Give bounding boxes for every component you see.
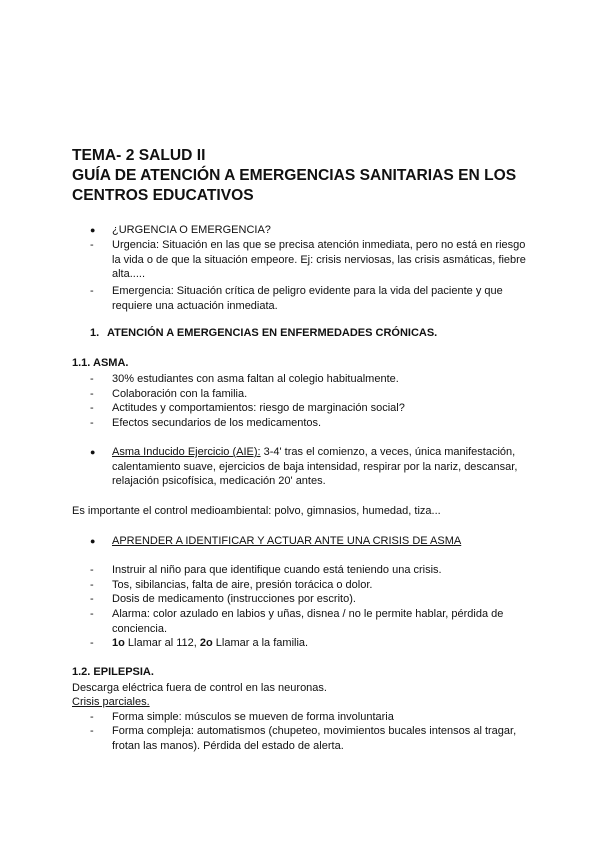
dash-marker: - (90, 417, 94, 429)
dash-marker: - (90, 285, 94, 297)
text-line: Urgencia: Situación en las que se precisa atención inmediata, pero no está en riesgo (112, 239, 526, 251)
dash-marker: - (90, 637, 94, 649)
dash-marker: - (90, 711, 94, 723)
text-span: Llamar a la familia. (212, 637, 309, 649)
dash-marker: - (90, 373, 94, 385)
alarma-text (112, 607, 530, 636)
text-line: frotan las manos). Pérdida del estado de alerta. (112, 739, 344, 752)
text-line: calentamiento suave, ejercicios de baja intensidad, respirar por la nariz, descansar, (112, 460, 518, 473)
environment-note: Es importante el control medioambiental: polvo, gimnasios, humedad, tiza... (72, 505, 441, 517)
list-item-text: Actitudes y comportamientos: riesgo de marginación social? (112, 402, 405, 414)
dash-marker: - (90, 579, 94, 591)
text-span: 3-4' tras el comienzo, a veces, única manifestación, (260, 446, 516, 458)
text-line: Emergencia: Situación crítica de peligro evidente para la vida del paciente y que (112, 285, 503, 297)
text-line (112, 445, 530, 460)
section-number: 1. (90, 327, 100, 339)
dash-marker: - (90, 388, 94, 400)
list-item-text: Forma simple: músculos se mueven de forma involuntaria (112, 711, 394, 723)
subsection-heading-epilepsia: 1.2. EPILEPSIA. (72, 666, 154, 678)
call-instructions (112, 636, 530, 651)
list-item-text: Instruir al niño para que identifique cuando está teniendo una crisis. (112, 564, 442, 576)
dash-marker: - (90, 593, 94, 605)
dash-marker: - (90, 564, 94, 576)
bullet-marker: ● (90, 536, 96, 546)
crisis-parciales-label: Crisis parciales. (72, 696, 150, 708)
aie-paragraph (112, 445, 530, 489)
emergencia-definition (112, 284, 530, 313)
dash-marker: - (90, 725, 94, 737)
step-2-label: 2o (199, 637, 213, 649)
list-item-text: 30% estudiantes con asma faltan al colegio habitualmente. (112, 373, 399, 385)
bullet-marker: ● (90, 225, 96, 235)
document-title (72, 146, 532, 206)
title-line-1: TEMA- 2 SALUD II (72, 147, 206, 164)
dash-marker: - (90, 239, 94, 251)
aie-link[interactable]: Asma Inducido Ejercicio (AIE): (112, 446, 261, 458)
text-line: Alarma: color azulado en labios y uñas, disnea / no le permite hablar, pérdida de (112, 608, 504, 620)
dash-marker: - (90, 608, 94, 620)
section-heading (90, 327, 530, 339)
section-title: ATENCIÓN A EMERGENCIAS EN ENFERMEDADES CRÓNICAS. (107, 327, 438, 339)
text-line: requiere una actuación inmediata. (112, 299, 278, 312)
forma-compleja-text (112, 724, 530, 753)
bullet-marker: ● (90, 447, 96, 457)
text-line: conciencia. (112, 622, 168, 635)
title-line-3: CENTROS EDUCATIVOS (72, 187, 254, 204)
dash-marker: - (90, 402, 94, 414)
list-item-text: Tos, sibilancias, falta de aire, presión torácica o dolor. (112, 579, 373, 591)
title-line-2: GUÍA DE ATENCIÓN A EMERGENCIAS SANITARIAS EN LOS (72, 167, 517, 184)
list-item-text: Dosis de medicamento (instrucciones por escrito). (112, 593, 356, 605)
urgencia-definition (112, 238, 530, 282)
aprender-link[interactable]: APRENDER A IDENTIFICAR Y ACTUAR ANTE UNA CRISIS DE ASMA (112, 535, 462, 547)
text-span: Llamar al 112, (124, 637, 200, 649)
subsection-heading-asma: 1.1. ASMA. (72, 357, 129, 369)
text-line: la vida o de que la situación empeore. Ej: crisis nerviosas, las crisis asmáticas, fiebre (112, 253, 526, 266)
urgency-question: ¿URGENCIA O EMERGENCIA? (112, 224, 271, 236)
list-item-text: Efectos secundarios de los medicamentos. (112, 417, 322, 429)
list-item-text: Colaboración con la familia. (112, 388, 248, 400)
text-line: relajación psicofísica, medicación 20' antes. (112, 475, 326, 488)
epilepsia-description: Descarga eléctrica fuera de control en las neuronas. (72, 682, 327, 694)
step-1-label: 1o (112, 637, 125, 649)
text-line: alta..... (112, 268, 146, 281)
text-line: Forma compleja: automatismos (chupeteo, movimientos bucales intensos al tragar, (112, 725, 517, 737)
